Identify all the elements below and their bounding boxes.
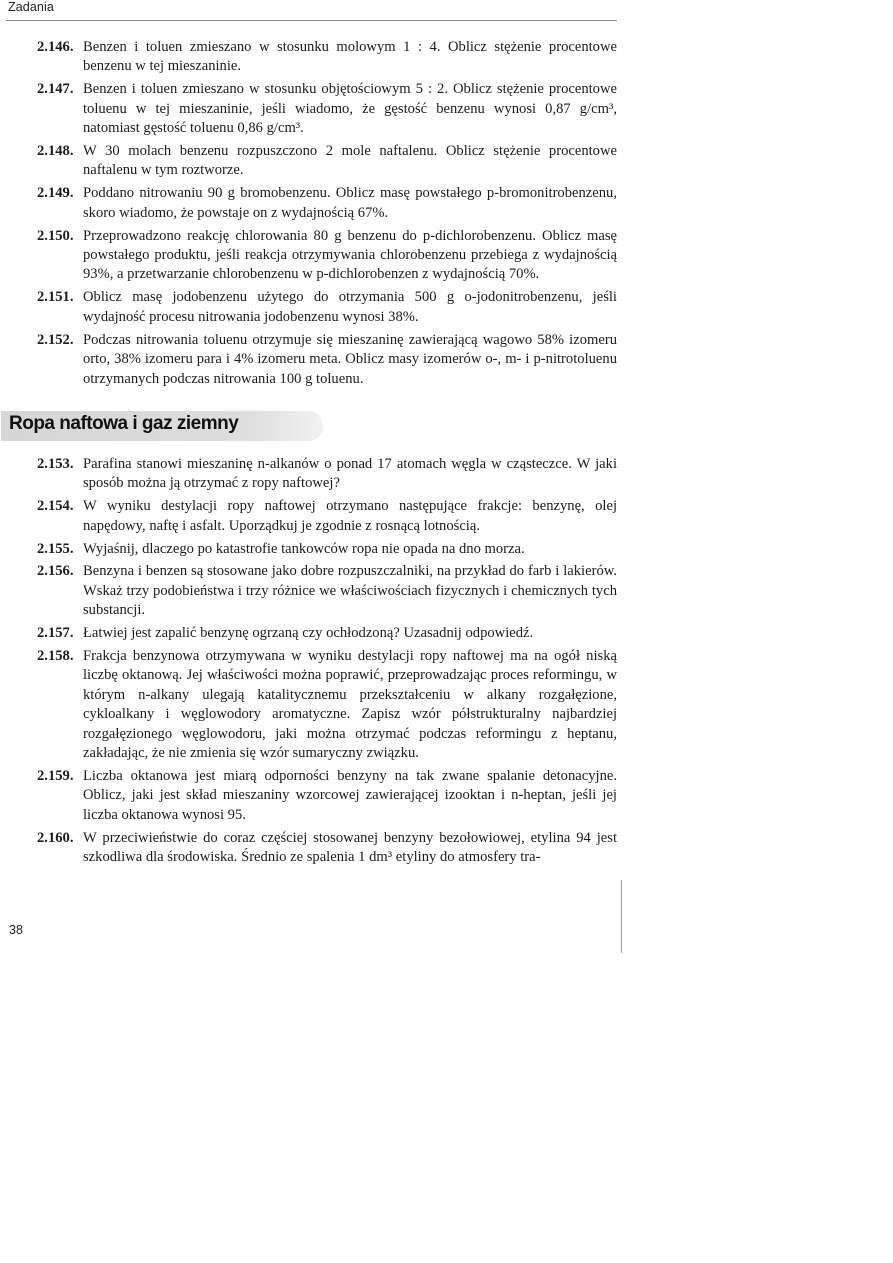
running-head: Zadania (8, 0, 54, 14)
exercise-2-147 (37, 80, 617, 138)
exercise-2-157 (37, 624, 617, 643)
page-content (9, 38, 617, 871)
exercise-number: 2.150. (37, 227, 74, 244)
exercise-2-146 (37, 38, 617, 77)
section-title: Ropa naftowa i gaz ziemny (9, 412, 239, 434)
exercise-number: 2.151. (37, 289, 74, 306)
exercise-text: Oblicz masę jodobenzenu użytego do otrzymania 500 g o-jodonitrobenzenu, jeśli wydajność procesu nitrowania jodobenzenu wynosi 38%. (83, 289, 617, 325)
exercise-2-155 (37, 540, 617, 559)
exercise-number: 2.152. (37, 331, 74, 348)
exercise-2-152 (37, 331, 617, 389)
exercise-list-bottom (37, 455, 617, 868)
exercise-2-160 (37, 829, 617, 868)
exercise-number: 2.155. (37, 540, 74, 557)
exercise-text: Benzyna i benzen są stosowane jako dobre rozpuszczalniki, na przykład do farb i lakierów. Wskaż trzy podobieństwa i trzy różnice we właściwościach fizycznych i chemicznych tych substancji. (83, 563, 617, 619)
exercise-number: 2.160. (37, 829, 74, 846)
header-divider (6, 20, 617, 21)
exercise-2-149 (37, 184, 617, 223)
exercise-number: 2.158. (37, 648, 74, 665)
page-edge-line (621, 880, 622, 953)
exercise-text: Wyjaśnij, dlaczego po katastrofie tankowców ropa nie opada na dno morza. (83, 540, 525, 557)
exercise-2-159 (37, 767, 617, 825)
exercise-text: W przeciwieństwie do coraz częściej stosowanej benzyny bezołowiowej, etylina 94 jest szkodliwa dla środowiska. Średnio ze spalenia 1 dm³ etyliny do atmosfery tra- (83, 829, 617, 866)
exercise-number: 2.157. (37, 625, 74, 642)
exercise-number: 2.147. (37, 81, 74, 98)
exercise-text: Benzen i toluen zmieszano w stosunku molowym 1 : 4. Oblicz stężenie procentowe benzenu w tej mieszaninie. (83, 39, 617, 75)
page-number: 38 (9, 923, 23, 937)
exercise-number: 2.153. (37, 455, 74, 472)
exercise-text: Liczba oktanowa jest miarą odporności benzyny na tak zwane spalanie detonacyjne. Oblicz, jaki jest skład mieszaniny wzorcowej zawierającej izooktan i n-heptan, jeśli jej liczba oktanowa wynosi 95. (83, 768, 617, 823)
exercise-2-158 (37, 647, 617, 763)
exercise-2-148 (37, 142, 617, 181)
exercise-number: 2.148. (37, 143, 74, 160)
exercise-number: 2.146. (37, 39, 74, 55)
exercise-number: 2.156. (37, 563, 74, 580)
exercise-list-top (37, 38, 617, 389)
exercise-text: Poddano nitrowaniu 90 g bromobenzenu. Oblicz masę powstałego p-bromonitrobenzenu, skoro wiadomo, że powstaje on z wydajnością 67%. (83, 185, 617, 221)
exercise-text: W 30 molach benzenu rozpuszczono 2 mole naftalenu. Oblicz stężenie procentowe naftalenu w tym roztworze. (83, 143, 617, 179)
exercise-text: Podczas nitrowania toluenu otrzymuje się mieszaninę zawierającą wagowo 58% izomeru orto, 38% izomeru para i 4% izomeru meta. Oblicz masy izomerów o-, m- i p-nitrotoluenu otrzymanych podczas nitrowania 100 g toluenu. (83, 331, 617, 387)
exercise-number: 2.149. (37, 185, 74, 202)
exercise-2-156 (37, 562, 617, 620)
section-banner (1, 411, 323, 441)
exercise-2-151 (37, 288, 617, 327)
exercise-text: W wyniku destylacji ropy naftowej otrzymano następujące frakcje: benzynę, olej napędowy, naftę i asfalt. Uporządkuj je zgodnie z rosnącą lotnością. (83, 498, 617, 534)
exercise-2-150 (37, 227, 617, 285)
exercise-2-153 (37, 455, 617, 494)
exercise-text: Łatwiej jest zapalić benzynę ogrzaną czy ochłodzoną? Uzasadnij odpowiedź. (83, 625, 534, 642)
exercise-2-154 (37, 497, 617, 536)
exercise-text: Parafina stanowi mieszaninę n-alkanów o ponad 17 atomach węgla w cząsteczce. W jaki sposób można ją otrzymać z ropy naftowej? (83, 455, 617, 492)
exercise-text: Benzen i toluen zmieszano w stosunku objętościowym 5 : 2. Oblicz stężenie procentowe toluenu w tej mieszaninie, jeśli wiadomo, że gęstość benzenu wynosi 0,87 g/cm³, natomiast gęstość toluenu 0,86 g/cm³. (83, 81, 617, 137)
exercise-number: 2.154. (37, 498, 74, 515)
exercise-text: Frakcja benzynowa otrzymywana w wyniku destylacji ropy naftowej ma na ogół niską liczbę oktanową. Jej właściwości można poprawić, przeprowadzając proces reformingu, w którym n-alkany ulegają katalitycznemu przekształceniu w alkany rozgałęzione, cykloalkany i węglowodory aromatyczne. Zapisz wzór półstrukturalny najbardziej rozgałęzionego węglowodoru, jaki można otrzymać podczas reformingu z heptanu, zakładając, że nie zmienia się wzór sumaryczny związku. (83, 648, 617, 762)
exercise-text: Przeprowadzono reakcję chlorowania 80 g benzenu do p-dichlorobenzenu. Oblicz masę powstałego produktu, jeśli reakcja otrzymywania chlorobenzenu przebiega z wydajnością 93%, a przetwarzanie chlorobenzenu w p-dichlorobenzen z wydajnością 70%. (83, 227, 617, 283)
exercise-number: 2.159. (37, 768, 74, 784)
